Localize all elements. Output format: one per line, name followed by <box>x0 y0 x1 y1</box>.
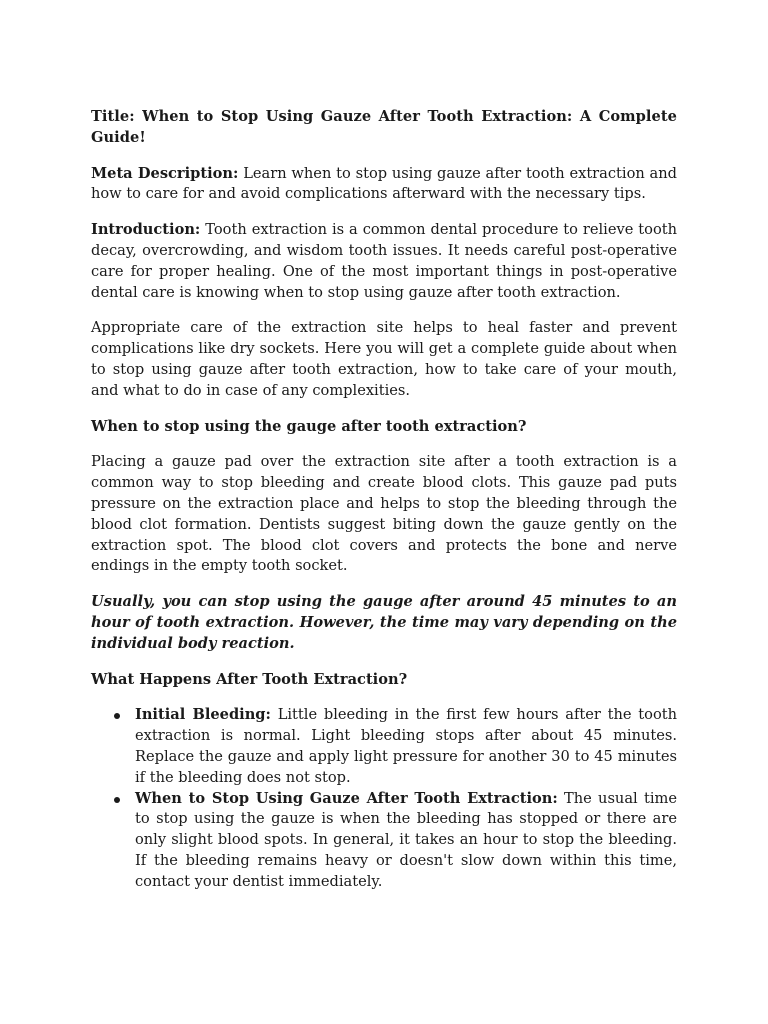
intro-label: Introduction: <box>91 221 201 239</box>
introduction <box>91 220 677 303</box>
bullet-icon <box>114 797 120 803</box>
document-page <box>91 107 677 893</box>
bullet-list <box>91 705 677 892</box>
bullet-label: Initial Bleeding: <box>135 706 271 724</box>
meta-description <box>91 164 677 206</box>
title-text: When to Stop Using Gauze After Tooth Extraction: A Complete Guide! <box>91 108 677 146</box>
meta-label: Meta Description: <box>91 164 239 182</box>
document-title <box>91 107 677 149</box>
section-heading-after-extraction: What Happens After Tooth Extraction? <box>91 670 408 688</box>
meta-text: Learn when to stop using gauze after tooth extraction and how to care for and avoid complications afterward with the necessary tips. <box>91 164 677 203</box>
list-item <box>91 705 677 788</box>
intro-text: Tooth extraction is a common dental procedure to relieve tooth decay, overcrowding, and wisdom tooth issues. It needs careful post-operative care for proper healing. One of the most important things in post-operative dental care is knowing when to stop using gauze after tooth extraction. <box>91 221 678 301</box>
paragraph-care: Appropriate care of the extraction site helps to heal faster and prevent complications like dry sockets. Here you will get a complete guide about when to stop using gauze after tooth extraction, how to take care of your mouth, and what to do in case of any complexities. <box>91 319 677 399</box>
list-item <box>91 789 677 893</box>
section-heading-stop-gauge: When to stop using the gauge after tooth extraction? <box>91 417 527 435</box>
title-label: Title: <box>91 108 135 125</box>
paragraph-gauze-pad: Placing a gauze pad over the extraction site after a tooth extraction is a common way to stop bleeding and create blood clots. This gauze pad puts pressure on the extraction place and helps to stop the bleeding through the blood clot formation. Dentists suggest biting down the gauze gently on the extraction spot. The blood clot covers and protects the bone and nerve endings in the empty tooth socket. <box>91 453 677 575</box>
bullet-text: Little bleeding in the first few hours after the tooth extraction is normal. Light bleeding stops after about 45 minutes. Replace the gauze and apply light pressure for another 30 to 45 minutes if the bleeding does not stop. <box>135 706 678 786</box>
emphasis-paragraph: Usually, you can stop using the gauge after around 45 minutes to an hour of tooth extraction. However, the time may vary depending on the individual body reaction. <box>91 593 677 652</box>
bullet-text: The usual time to stop using the gauze is when the bleeding has stopped or there are only slight blood spots. In general, it takes an hour to stop the bleeding. If the bleeding remains heavy or doesn't slow down within this time, contact your dentist immediately. <box>135 789 677 890</box>
bullet-label: When to Stop Using Gauze After Tooth Extraction: <box>135 789 558 807</box>
bullet-icon <box>114 713 120 719</box>
